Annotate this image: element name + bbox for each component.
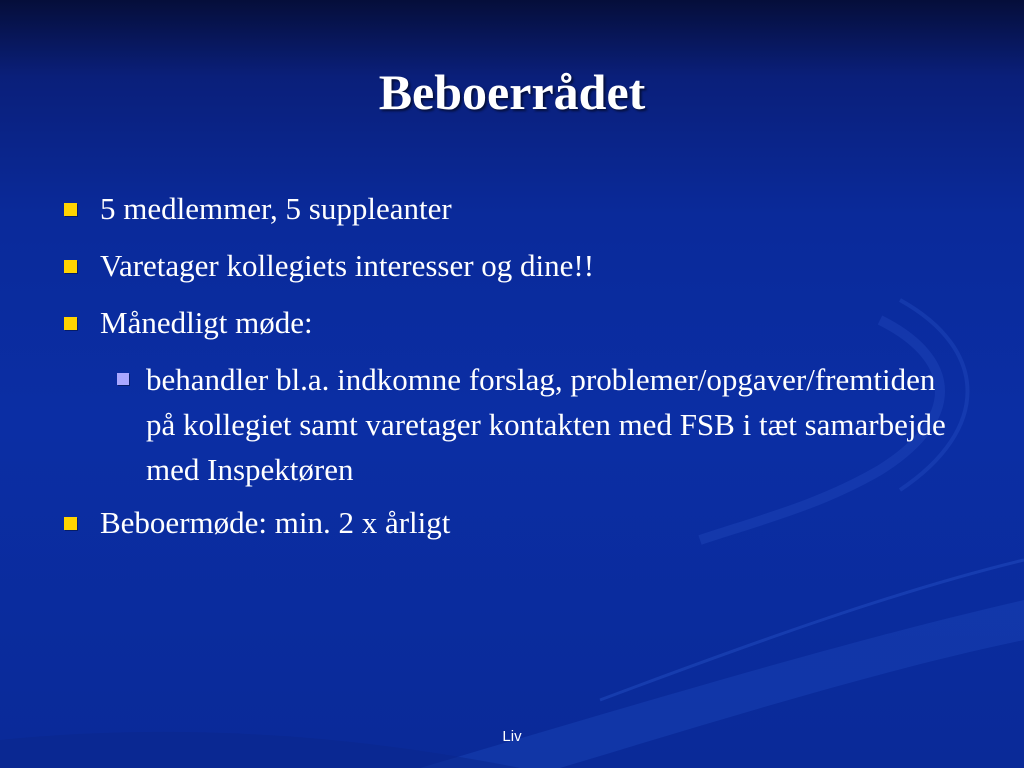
square-bullet-icon bbox=[64, 317, 77, 330]
slide-footer: Liv bbox=[502, 728, 522, 745]
square-bullet-icon bbox=[64, 260, 77, 273]
bullet-text: Beboermøde: min. 2 x årligt bbox=[100, 505, 451, 540]
bullet-text: Månedligt møde: bbox=[100, 305, 313, 340]
bullet-item bbox=[0, 247, 1024, 285]
slide-title: Beboerrådet bbox=[378, 64, 646, 120]
square-bullet-icon bbox=[64, 203, 77, 216]
bullet-text: 5 medlemmer, 5 suppleanter bbox=[100, 191, 452, 226]
bullet-list bbox=[0, 190, 1024, 561]
square-sub-bullet-icon bbox=[117, 373, 129, 385]
sub-bullet-text: behandler bl.a. indkomne forslag, problemer/opgaver/fremtiden på kollegiet samt varetager kontakten med FSB i tæt samarbejde med Inspektøren bbox=[146, 362, 946, 487]
sub-bullet-item bbox=[0, 357, 1024, 492]
bullet-item bbox=[0, 190, 1024, 228]
bullet-text: Varetager kollegiets interesser og dine!! bbox=[100, 248, 595, 283]
bullet-item bbox=[0, 504, 1024, 542]
square-bullet-icon bbox=[64, 517, 77, 530]
bullet-item bbox=[0, 304, 1024, 342]
